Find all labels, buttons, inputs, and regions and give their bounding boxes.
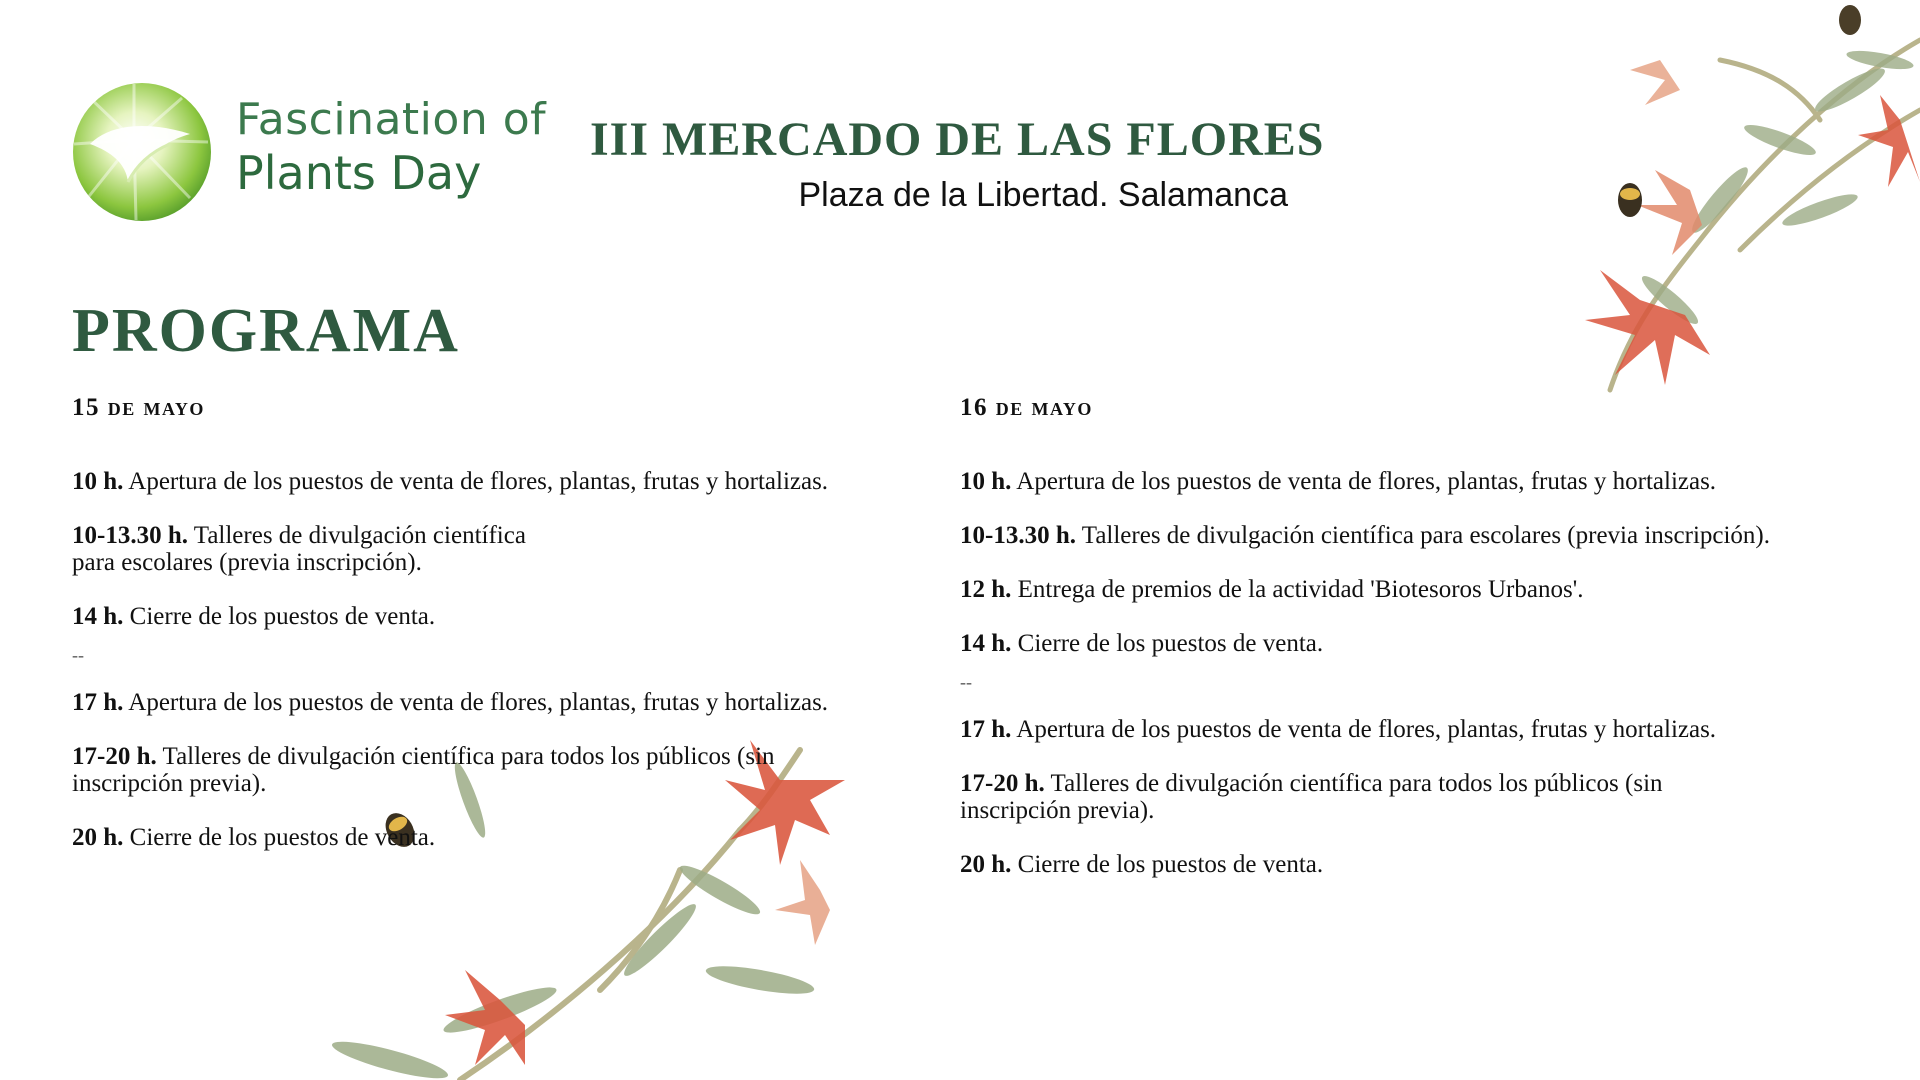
logo-text	[236, 94, 547, 200]
entry-text: Apertura de los puestos de venta de flores, plantas, frutas y hortalizas.	[1016, 468, 1717, 495]
entry-text-continued: para escolares (previa inscripción).	[72, 549, 422, 576]
session-separator: --	[72, 645, 84, 665]
entry-text: Apertura de los puestos de venta de flores, plantas, frutas y hortalizas.	[1016, 716, 1717, 743]
schedule-entry	[72, 743, 932, 797]
logo-line-2: Plants Day	[236, 146, 482, 200]
entry-text: Cierre de los puestos de venta.	[129, 603, 436, 630]
entry-text-continued: inscripción previa).	[960, 797, 1155, 824]
entry-text: Cierre de los puestos de venta.	[1017, 851, 1324, 878]
entry-time: 20 h.	[72, 824, 124, 851]
schedule-entry	[960, 576, 1860, 603]
entry-text: Talleres de divulgación científica para todos los públicos (sin	[1050, 770, 1663, 797]
entry-text: Entrega de premios de la actividad 'Biotesoros Urbanos'.	[1017, 576, 1584, 603]
fascination-of-plants-logo-icon	[72, 82, 212, 222]
schedule-entry	[960, 522, 1860, 549]
entry-time: 17-20 h.	[960, 770, 1045, 797]
logo-line-1: Fascination of	[236, 94, 547, 145]
entry-time: 17 h.	[960, 716, 1012, 743]
entry-time: 14 h.	[72, 603, 124, 630]
schedule-entry	[72, 689, 932, 716]
schedule-entry	[960, 770, 1860, 824]
schedule-entry	[72, 603, 932, 630]
schedule-entry	[72, 824, 932, 851]
schedule-entry	[72, 522, 932, 576]
entry-time: 12 h.	[960, 576, 1012, 603]
entry-time: 10 h.	[72, 468, 124, 495]
session-separator: --	[960, 672, 972, 692]
event-title: III MERCADO DE LAS FLORES	[590, 113, 1325, 166]
entry-text: Talleres de divulgación científica para escolares (previa inscripción).	[1081, 522, 1771, 549]
entry-text: Cierre de los puestos de venta.	[1017, 630, 1324, 657]
entry-text: Talleres de divulgación científica para todos los públicos (sin	[162, 743, 775, 770]
day-2-heading: 16 de mayo	[960, 394, 1093, 421]
entry-time: 17 h.	[72, 689, 124, 716]
entry-text: Apertura de los puestos de venta de flores, plantas, frutas y hortalizas.	[128, 468, 829, 495]
schedule-entry	[72, 468, 932, 495]
entry-text-continued: inscripción previa).	[72, 770, 267, 797]
entry-time: 10-13.30 h.	[72, 522, 188, 549]
schedule-entry	[960, 468, 1860, 495]
day-1-heading: 15 de mayo	[72, 394, 205, 421]
program-title: PROGRAMA	[72, 297, 460, 365]
entry-text: Cierre de los puestos de venta.	[129, 824, 436, 851]
entry-time: 14 h.	[960, 630, 1012, 657]
event-location: Plaza de la Libertad. Salamanca	[798, 176, 1288, 214]
flower-illustration-top-right-icon	[1520, 0, 1920, 420]
day-2-column	[960, 394, 1860, 905]
schedule-entry	[960, 851, 1860, 878]
day-1-column	[72, 394, 932, 878]
entry-time: 17-20 h.	[72, 743, 157, 770]
schedule-entry	[960, 630, 1860, 657]
entry-time: 10 h.	[960, 468, 1012, 495]
entry-text: Apertura de los puestos de venta de flores, plantas, frutas y hortalizas.	[128, 689, 829, 716]
schedule-entry	[960, 716, 1860, 743]
entry-text: Talleres de divulgación científica	[193, 522, 526, 549]
entry-time: 20 h.	[960, 851, 1012, 878]
entry-time: 10-13.30 h.	[960, 522, 1076, 549]
